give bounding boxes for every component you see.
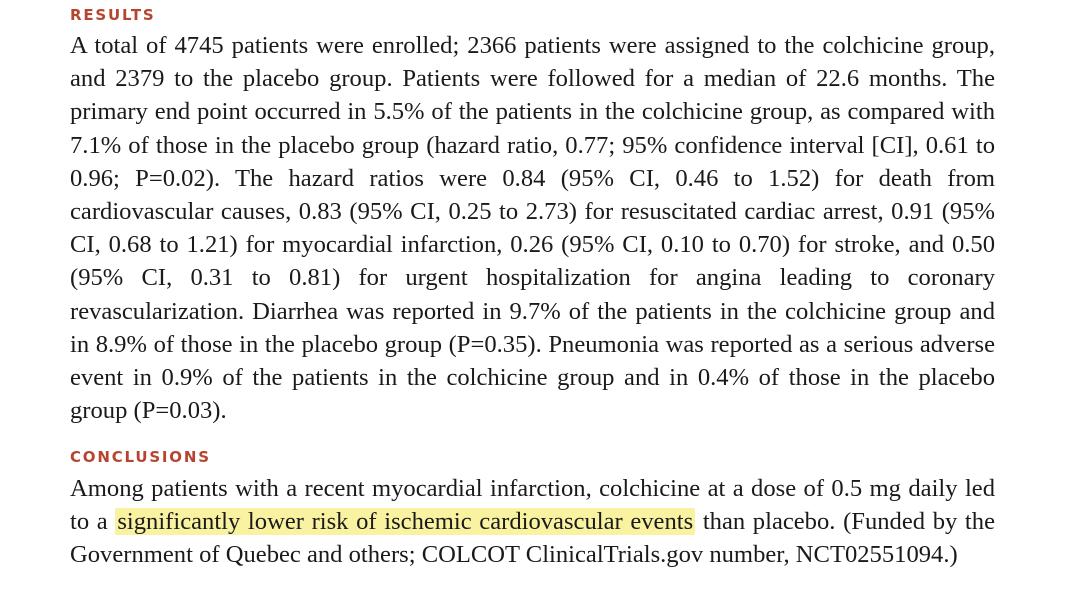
conclusions-text-before: Among patients with a recent myocardial infarction, colchicine at a dose of 0.5 mg daily led to a (70, 475, 995, 536)
conclusions-text-after: than placebo. (Funded by the Government of Quebec and others; COLCOT ClinicalTrials.gov number, NCT02551094.) (70, 508, 995, 569)
conclusions-heading: CONCLUSIONS (70, 448, 211, 466)
conclusions-paragraph (70, 472, 995, 572)
highlighted-finding: significantly lower risk of ischemic cardiovascular events (117, 508, 694, 536)
results-paragraph: A total of 4745 patients were enrolled; 2366 patients were assigned to the colchicine group, and 2379 to the placebo group. Patients were followed for a median of 22.6 months. The primary end point occurred in 5.5% of the patients in the colchicine group, as compared with 7.1% of those in the placebo group (hazard ratio, 0.77; 95% confidence interval [CI], 0.61 to 0.96; P=0.02). The hazard ratios were 0.84 (95% CI, 0.46 to 1.52) for death from cardiovascular causes, 0.83 (95% CI, 0.25 to 2.73) for resuscitated cardiac arrest, 0.91 (95% CI, 0.68 to 1.21) for myocardial infarction, 0.26 (95% CI, 0.10 to 0.70) for stroke, and 0.50 (95% CI, 0.31 to 0.81) for urgent hospitalization for angina leading to coronary revascularization. Diarrhea was reported in 9.7% of the patients in the colchicine group and in 8.9% of those in the placebo group (P=0.35). Pneumonia was reported as a serious adverse event in 0.9% of the patients in the colchicine group and in 0.4% of those in the placebo group (P=0.03). (70, 32, 995, 425)
results-heading: RESULTS (70, 6, 156, 24)
